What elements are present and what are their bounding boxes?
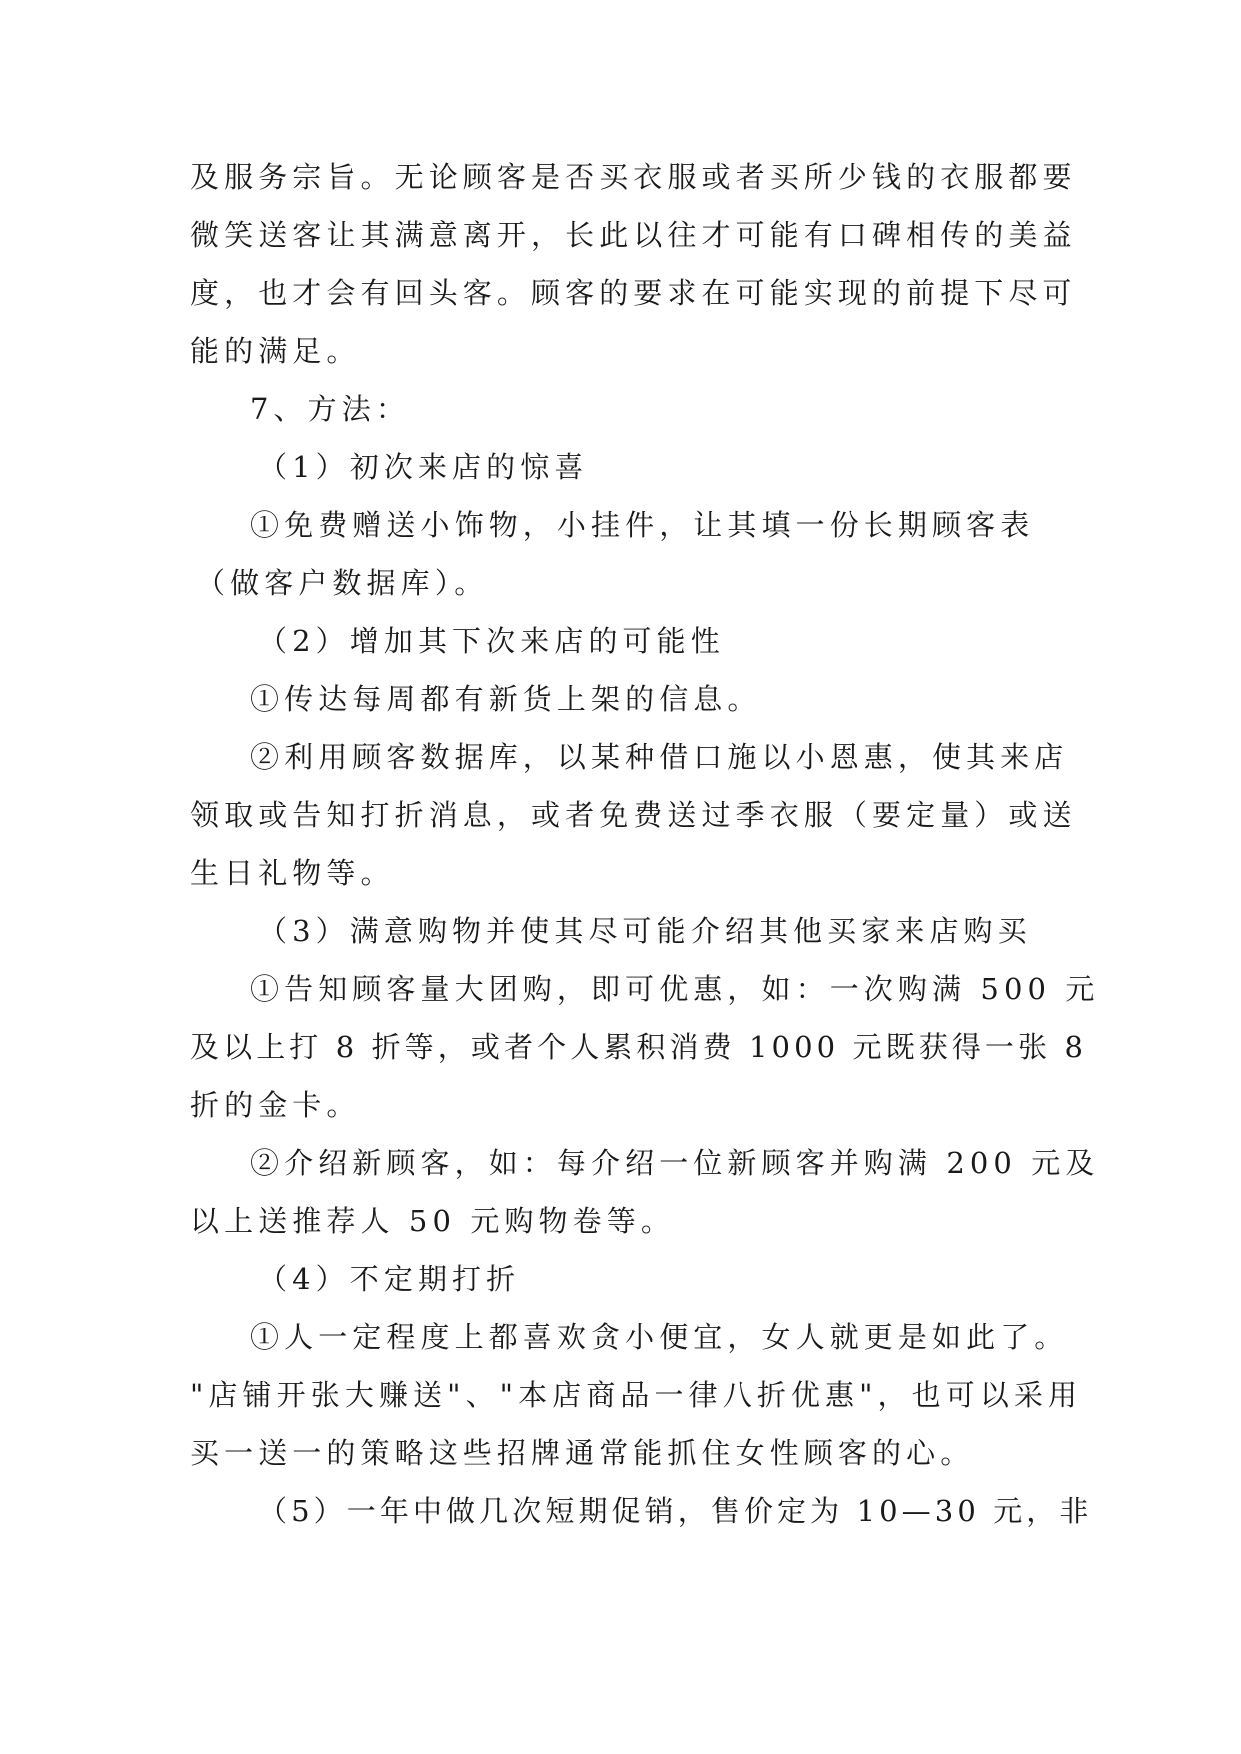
paragraph-line: （做客户数据库）。	[196, 566, 489, 600]
paragraph-line: 生日礼物等。	[190, 856, 395, 890]
paragraph-line: ②利用顾客数据库，以某种借口施以小恩惠，使其来店	[250, 740, 1069, 774]
paragraph-line: 及以上打 8 折等，或者个人累积消费 1000 元既获得一张 8	[190, 1030, 1087, 1064]
paragraph-line: 领取或告知打折消息，或者免费送过季衣服（要定量）或送	[190, 798, 1077, 832]
subsection-heading: （4）不定期打折	[258, 1262, 521, 1296]
paragraph-line: 买一送一的策略这些招牌通常能抓住女性顾客的心。	[190, 1436, 975, 1470]
paragraph-line: "店铺开张大赚送"、"本店商品一律八折优惠"，也可以采用	[190, 1378, 1083, 1412]
paragraph-line: 能的满足。	[190, 334, 361, 368]
subsection-heading: （1）初次来店的惊喜	[258, 450, 589, 484]
section-heading: 7、方法：	[250, 392, 410, 426]
paragraph-line: （5）一年中做几次短期促销，售价定为 10—30 元，非	[258, 1494, 1093, 1528]
paragraph-line: 折的金卡。	[190, 1088, 361, 1122]
paragraph-line: 以上送推荐人 50 元购物卷等。	[190, 1204, 675, 1238]
paragraph-line: ①人一定程度上都喜欢贪小便宜，女人就更是如此了。	[250, 1320, 1069, 1354]
subsection-heading: （3）满意购物并使其尽可能介绍其他买家来店购买	[258, 914, 1032, 948]
paragraph-line: ②介绍新顾客，如：每介绍一位新顾客并购满 200 元及	[250, 1146, 1100, 1180]
paragraph-line: 及服务宗旨。无论顾客是否买衣服或者买所少钱的衣服都要	[190, 160, 1077, 194]
subsection-heading: （2）增加其下次来店的可能性	[258, 624, 725, 658]
paragraph-line: ①告知顾客量大团购，即可优惠，如：一次购满 500 元	[250, 972, 1100, 1006]
paragraph-line: 微笑送客让其满意离开，长此以往才可能有口碑相传的美益	[190, 218, 1077, 252]
paragraph-line: ①免费赠送小饰物，小挂件，让其填一份长期顾客表	[250, 508, 1035, 542]
paragraph-line: ①传达每周都有新货上架的信息。	[250, 682, 762, 716]
paragraph-line: 度，也才会有回头客。顾客的要求在可能实现的前提下尽可	[190, 276, 1077, 310]
